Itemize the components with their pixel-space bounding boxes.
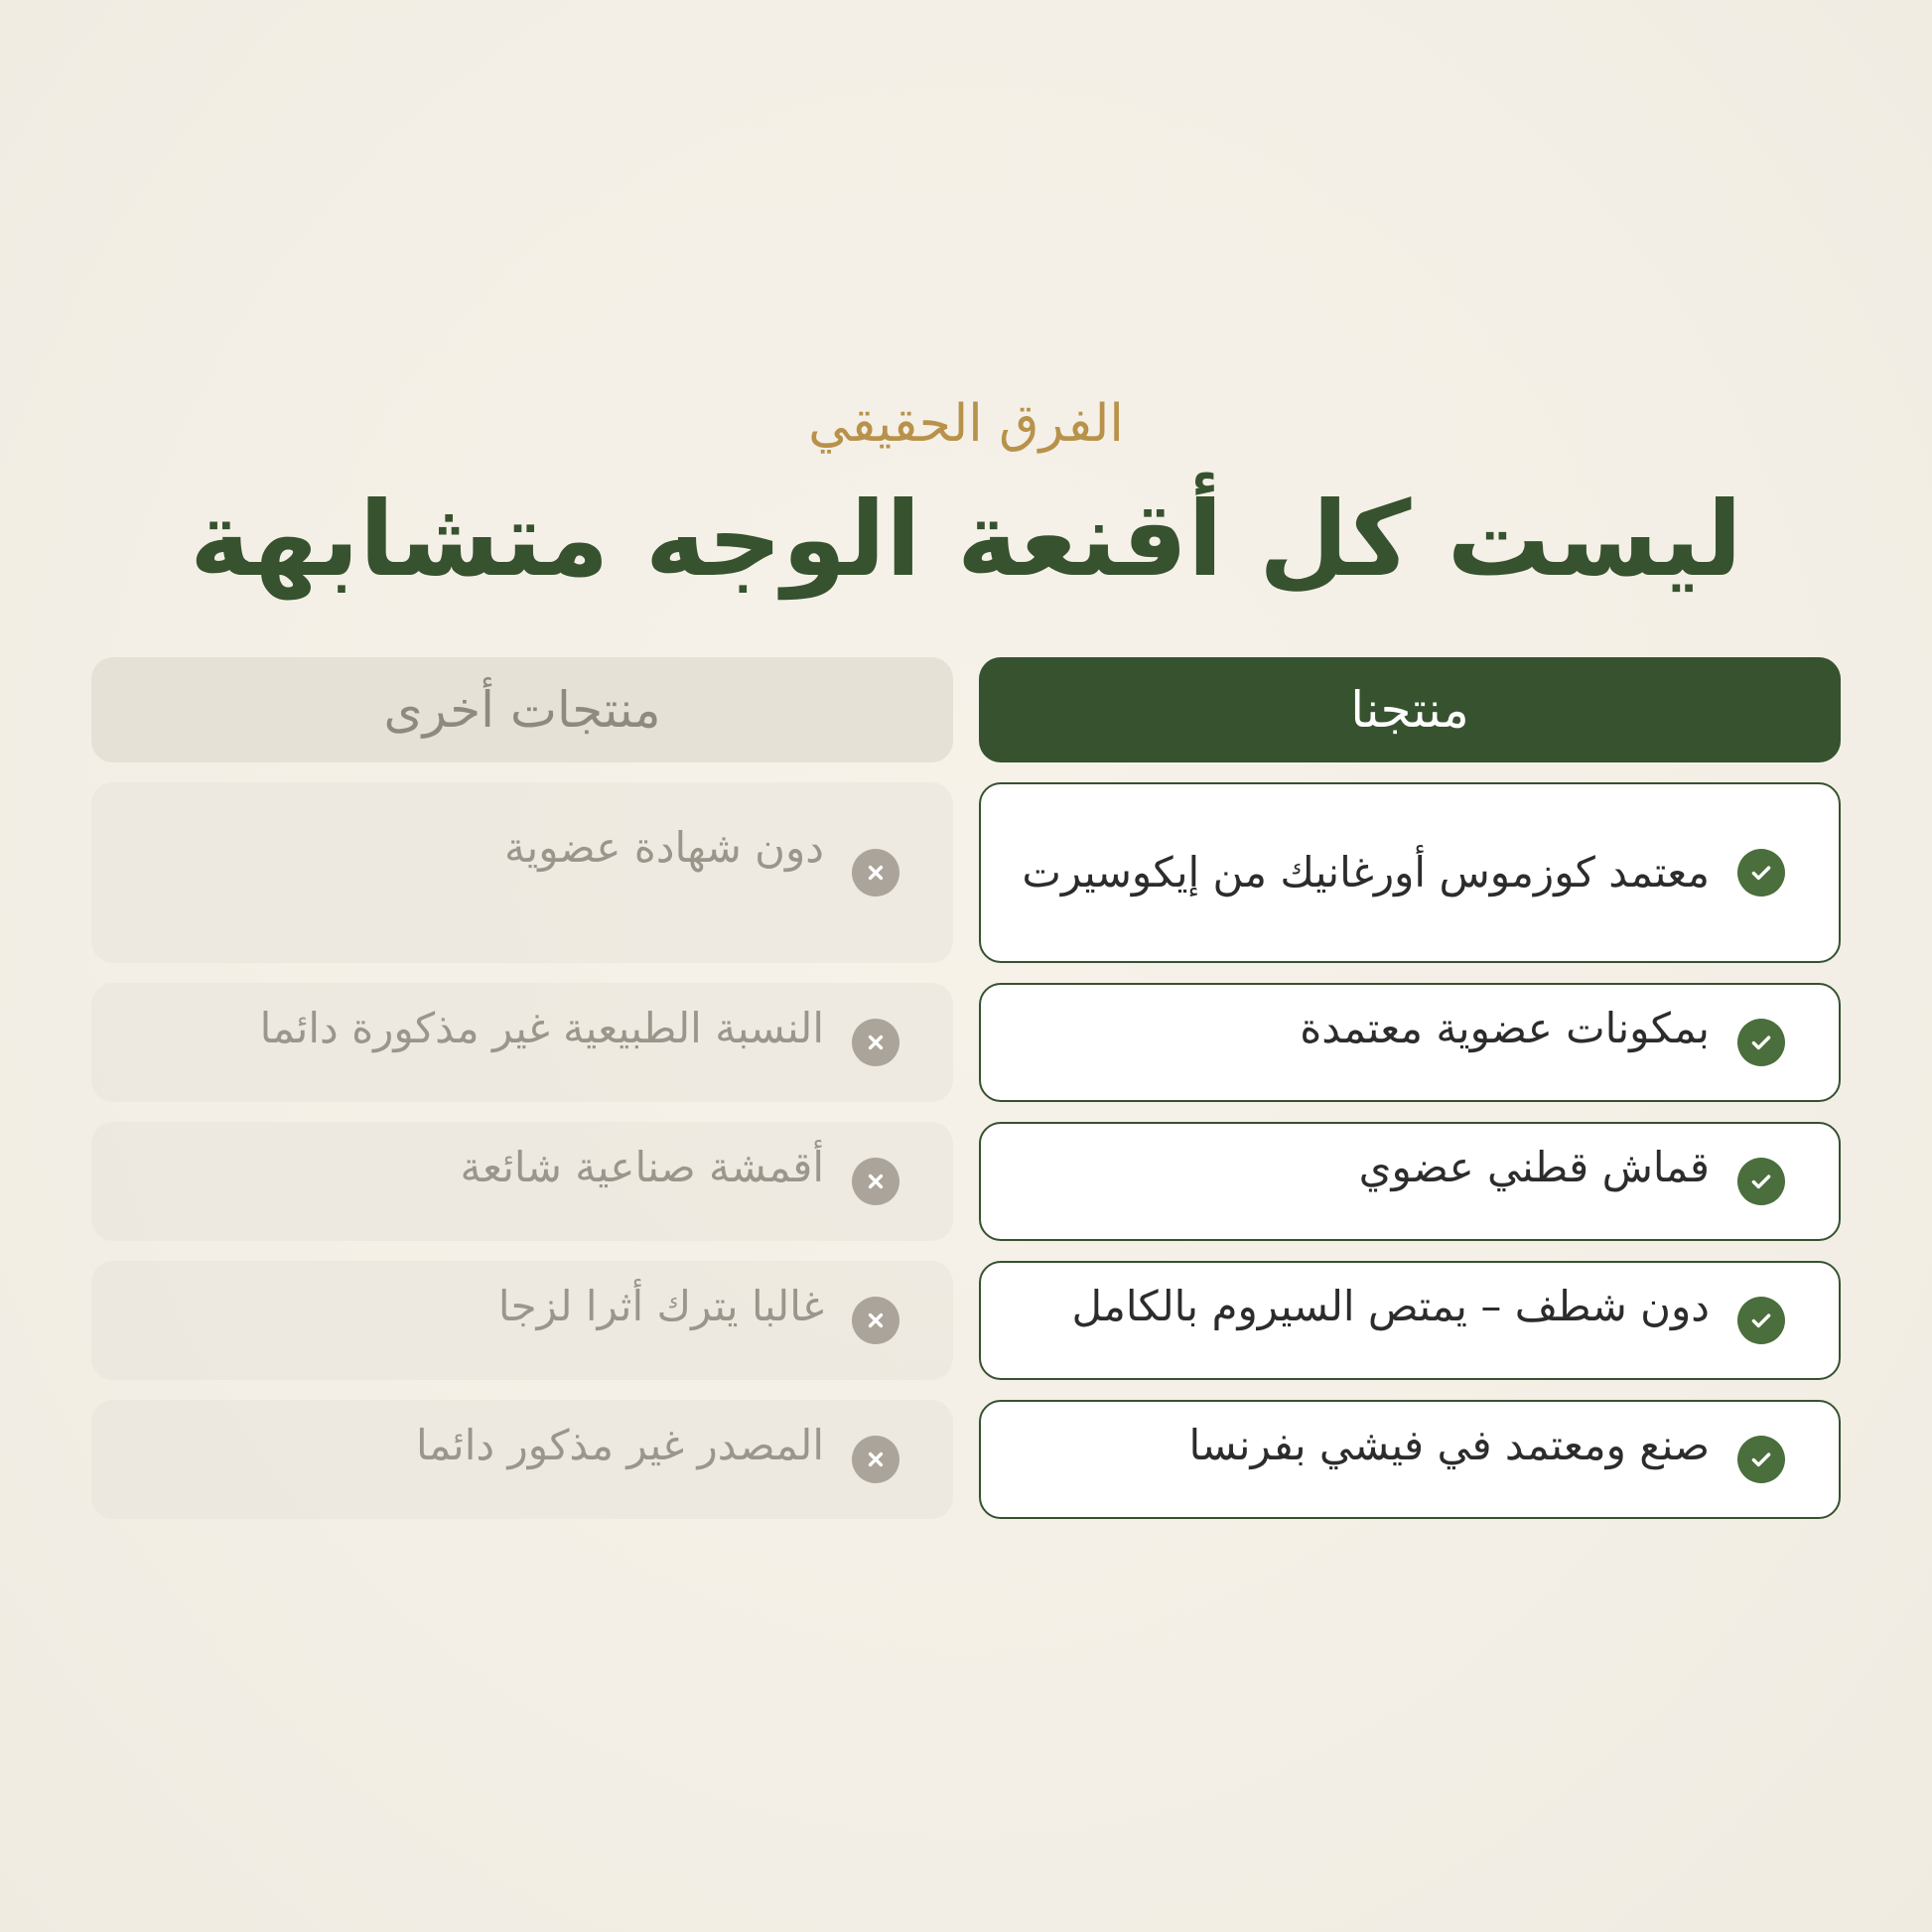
our-product-header: منتجنا [979,657,1841,762]
other-feature-text: أقمشة صناعية شائعة [460,1143,824,1191]
x-circle-icon [852,1436,899,1483]
other-feature-row [91,1400,953,1519]
check-circle-icon [1737,1158,1785,1205]
check-circle-icon [1737,1019,1785,1066]
other-feature-text: النسبة الطبيعية غير مذكورة دائما [259,1004,824,1052]
other-feature-row [91,1261,953,1380]
other-feature-row [91,983,953,1102]
other-feature-text: غالبا يترك أثرا لزجا [497,1282,824,1330]
other-products-header: منتجات أخرى [91,657,953,762]
our-feature-row [979,1400,1841,1519]
check-circle-icon [1737,849,1785,897]
our-feature-text: معتمد كوزموس أورغانيك من إيكوسيرت [1022,848,1710,897]
x-circle-icon [852,1019,899,1066]
our-product-column [979,657,1841,1519]
our-feature-row [979,782,1841,963]
other-feature-text: المصدر غير مذكور دائما [415,1421,824,1469]
our-feature-row [979,1122,1841,1241]
our-feature-text: بمكونات عضوية معتمدة [1300,1004,1710,1052]
our-feature-row [979,983,1841,1102]
our-feature-text: قماش قطني عضوي [1358,1143,1710,1191]
page-title: ليست كل أقنعة الوجه متشابهة [190,479,1742,600]
x-circle-icon [852,1158,899,1205]
x-circle-icon [852,1297,899,1344]
other-products-column [91,657,953,1519]
other-feature-row [91,782,953,963]
our-feature-row [979,1261,1841,1380]
x-circle-icon [852,849,899,897]
check-circle-icon [1737,1436,1785,1483]
other-feature-row [91,1122,953,1241]
our-feature-text: صنع ومعتمد في فيشي بفرنسا [1188,1421,1710,1469]
our-feature-text: دون شطف – يمتص السيروم بالكامل [1071,1282,1710,1330]
check-circle-icon [1737,1297,1785,1344]
other-feature-text: دون شهادة عضوية [504,823,824,872]
eyebrow-label: الفرق الحقيقي [808,394,1124,454]
